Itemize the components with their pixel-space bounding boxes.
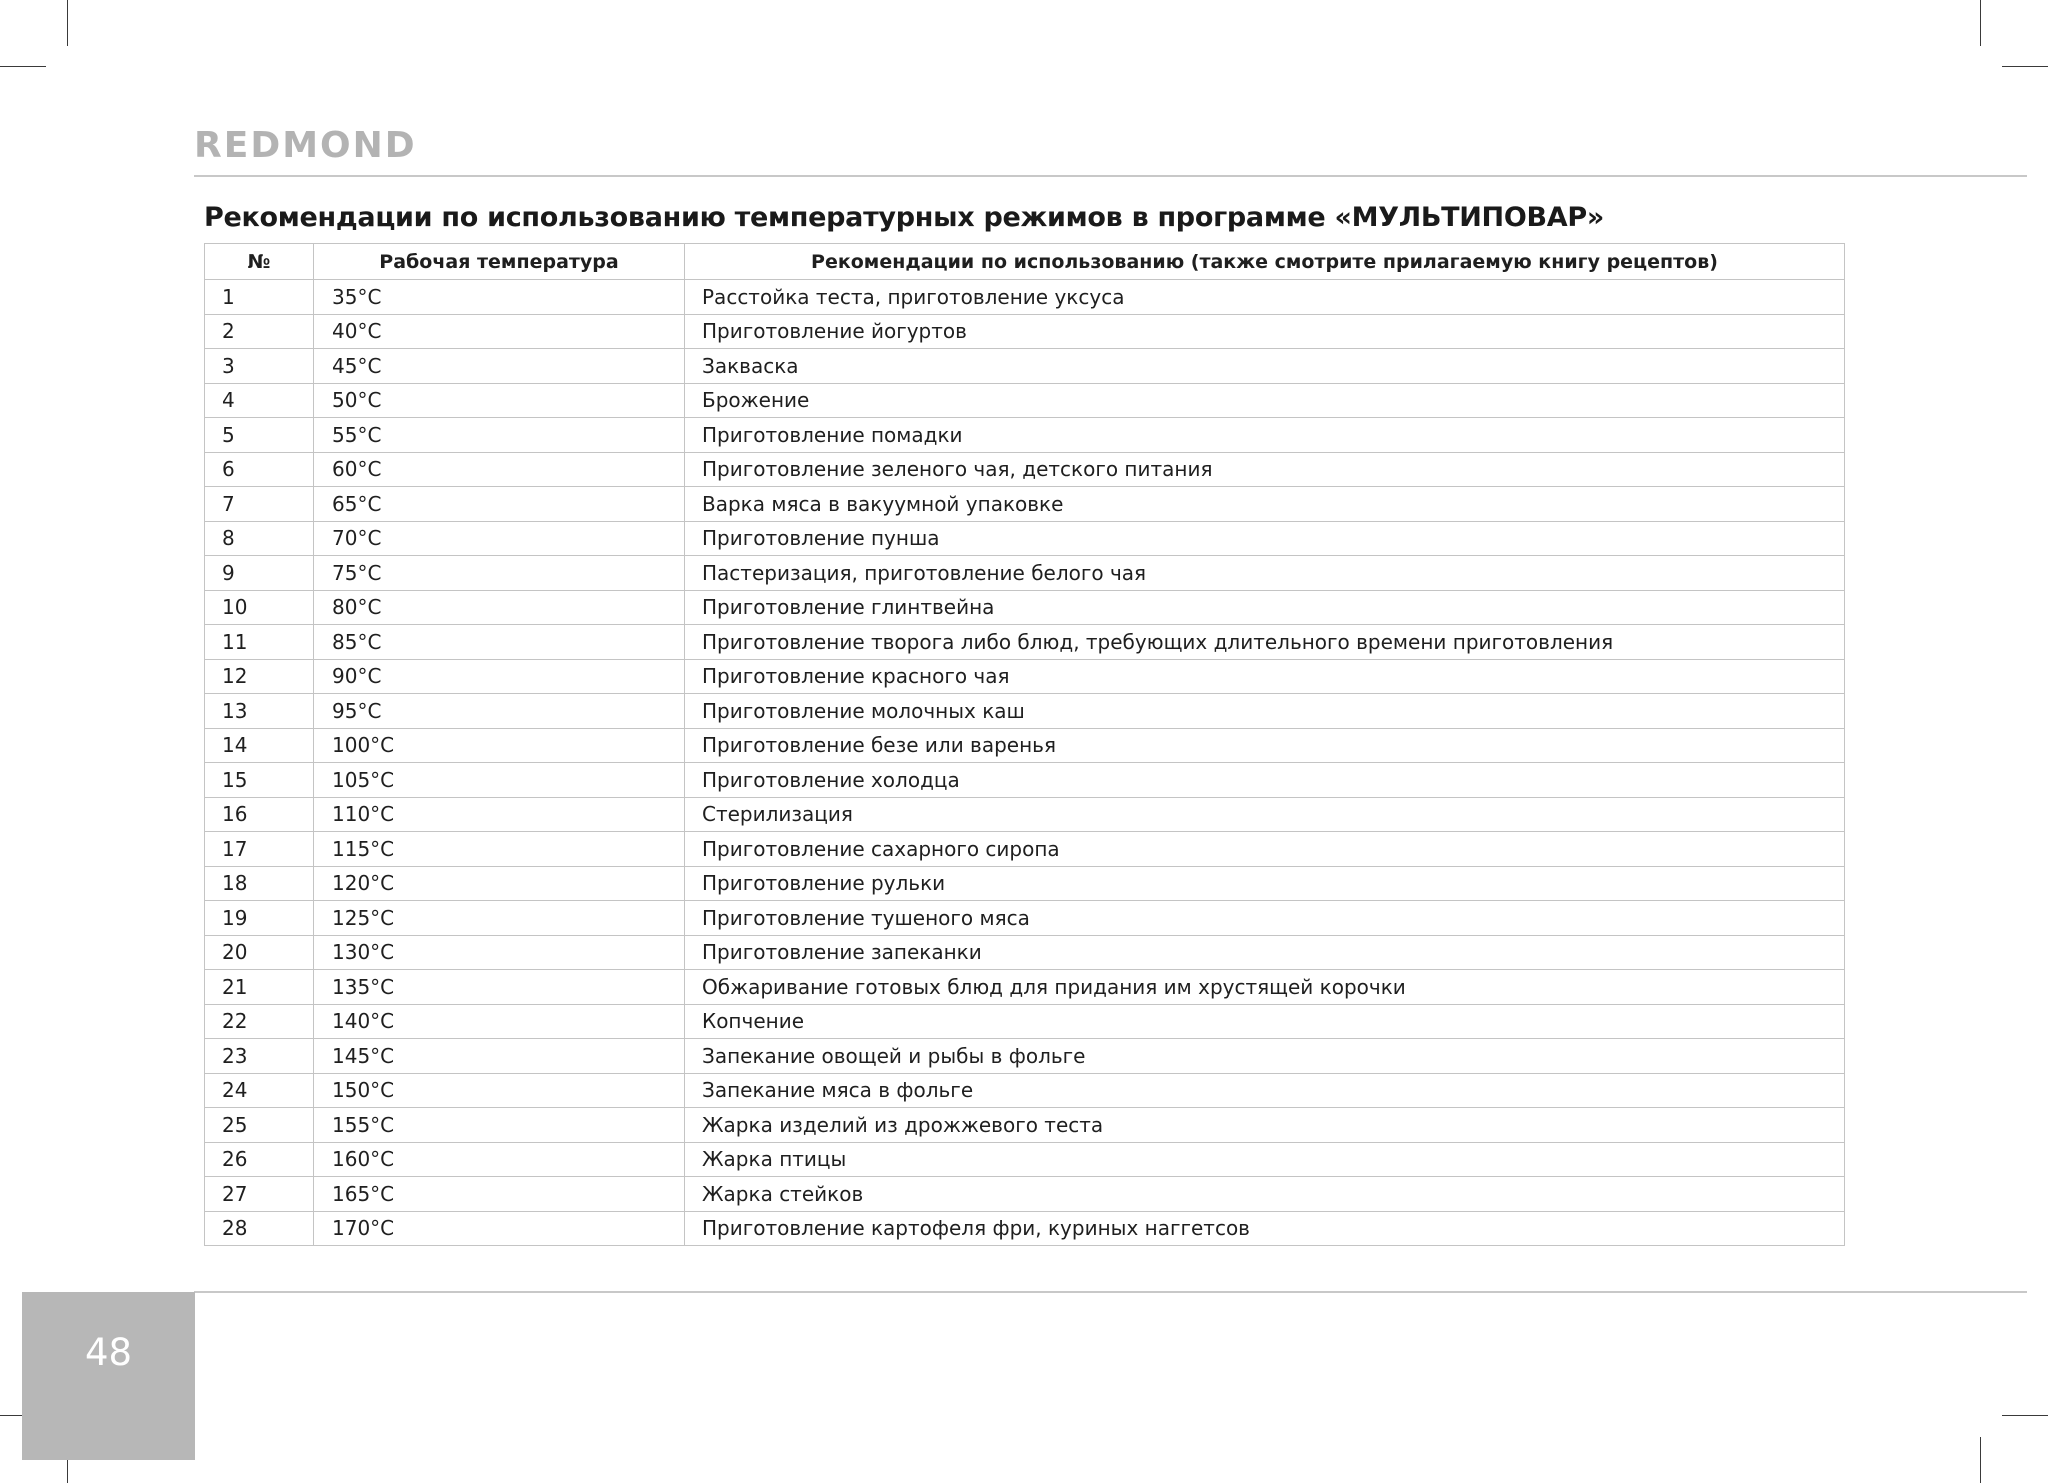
row-temperature: 145°C: [314, 1039, 685, 1074]
row-temperature: 140°C: [314, 1004, 685, 1039]
row-temperature: 160°C: [314, 1142, 685, 1177]
row-recommendation: Жарка изделий из дрожжевого теста: [685, 1108, 1845, 1143]
row-number: 20: [205, 935, 314, 970]
header-number: №: [205, 244, 314, 280]
row-recommendation: Варка мяса в вакуумной упаковке: [685, 487, 1845, 522]
table-row: [205, 935, 1845, 970]
row-number: 8: [205, 521, 314, 556]
row-temperature: 85°C: [314, 625, 685, 660]
table-row: [205, 556, 1845, 591]
brand-logo: REDMOND: [194, 125, 417, 166]
page-title: Рекомендации по использованию температурных режимов в программе «МУЛЬТИПОВАР»: [204, 202, 1604, 233]
crop-mark: [0, 66, 46, 67]
row-number: 22: [205, 1004, 314, 1039]
row-temperature: 70°C: [314, 521, 685, 556]
table-row: [205, 314, 1845, 349]
header-temperature: Рабочая температура: [314, 244, 685, 280]
row-temperature: 45°C: [314, 349, 685, 384]
crop-mark: [2002, 1415, 2048, 1416]
row-recommendation: Приготовление запеканки: [685, 935, 1845, 970]
page-number: 48: [84, 1331, 133, 1374]
row-recommendation: Приготовление безе или варенья: [685, 728, 1845, 763]
row-recommendation: Приготовление рульки: [685, 866, 1845, 901]
row-recommendation: Пастеризация, приготовление белого чая: [685, 556, 1845, 591]
header-rule: [194, 175, 2027, 177]
row-number: 18: [205, 866, 314, 901]
row-temperature: 35°C: [314, 280, 685, 315]
table-row: [205, 728, 1845, 763]
crop-mark: [67, 0, 68, 46]
table-row: [205, 659, 1845, 694]
row-temperature: 40°C: [314, 314, 685, 349]
table-header-row: [205, 244, 1845, 280]
row-recommendation: Копчение: [685, 1004, 1845, 1039]
table-row: [205, 280, 1845, 315]
table-row: [205, 521, 1845, 556]
row-recommendation: Приготовление сахарного сиропа: [685, 832, 1845, 867]
crop-mark: [2002, 66, 2048, 67]
row-recommendation: Стерилизация: [685, 797, 1845, 832]
row-recommendation: Брожение: [685, 383, 1845, 418]
row-recommendation: Приготовление глинтвейна: [685, 590, 1845, 625]
table-row: [205, 590, 1845, 625]
row-temperature: 55°C: [314, 418, 685, 453]
row-recommendation: Приготовление зеленого чая, детского питания: [685, 452, 1845, 487]
row-temperature: 95°C: [314, 694, 685, 729]
row-recommendation: Приготовление пунша: [685, 521, 1845, 556]
row-recommendation: Приготовление помадки: [685, 418, 1845, 453]
row-number: 19: [205, 901, 314, 936]
table-row: [205, 694, 1845, 729]
row-number: 12: [205, 659, 314, 694]
row-number: 26: [205, 1142, 314, 1177]
row-recommendation: Приготовление молочных каш: [685, 694, 1845, 729]
row-temperature: 115°C: [314, 832, 685, 867]
table-row: [205, 1211, 1845, 1246]
row-number: 10: [205, 590, 314, 625]
row-recommendation: Расстойка теста, приготовление уксуса: [685, 280, 1845, 315]
table-row: [205, 383, 1845, 418]
row-temperature: 155°C: [314, 1108, 685, 1143]
row-number: 21: [205, 970, 314, 1005]
row-number: 6: [205, 452, 314, 487]
row-number: 27: [205, 1177, 314, 1212]
row-number: 13: [205, 694, 314, 729]
row-recommendation: Запекание мяса в фольге: [685, 1073, 1845, 1108]
row-recommendation: Приготовление холодца: [685, 763, 1845, 798]
header-recommendation: Рекомендации по использованию (также смотрите прилагаемую книгу рецептов): [685, 244, 1845, 280]
table-row: [205, 866, 1845, 901]
row-recommendation: Приготовление картофеля фри, куриных наггетсов: [685, 1211, 1845, 1246]
crop-mark: [1980, 1437, 1981, 1483]
row-temperature: 170°C: [314, 1211, 685, 1246]
table-row: [205, 625, 1845, 660]
page-number-box: [22, 1292, 195, 1460]
row-number: 7: [205, 487, 314, 522]
row-number: 2: [205, 314, 314, 349]
row-recommendation: Жарка стейков: [685, 1177, 1845, 1212]
table-row: [205, 349, 1845, 384]
row-number: 17: [205, 832, 314, 867]
row-number: 15: [205, 763, 314, 798]
row-temperature: 80°C: [314, 590, 685, 625]
row-temperature: 105°C: [314, 763, 685, 798]
table-row: [205, 452, 1845, 487]
row-recommendation: Приготовление творога либо блюд, требующих длительного времени приготовления: [685, 625, 1845, 660]
footer-rule: [194, 1291, 2027, 1293]
row-temperature: 130°C: [314, 935, 685, 970]
row-number: 14: [205, 728, 314, 763]
row-number: 4: [205, 383, 314, 418]
row-temperature: 100°C: [314, 728, 685, 763]
table-row: [205, 1073, 1845, 1108]
table-row: [205, 1177, 1845, 1212]
row-temperature: 90°C: [314, 659, 685, 694]
row-temperature: 120°C: [314, 866, 685, 901]
table-row: [205, 797, 1845, 832]
table-row: [205, 763, 1845, 798]
row-recommendation: Приготовление красного чая: [685, 659, 1845, 694]
table-row: [205, 832, 1845, 867]
row-number: 3: [205, 349, 314, 384]
table-row: [205, 418, 1845, 453]
row-temperature: 75°C: [314, 556, 685, 591]
row-temperature: 125°C: [314, 901, 685, 936]
table-row: [205, 1142, 1845, 1177]
table-row: [205, 1039, 1845, 1074]
row-recommendation: Закваска: [685, 349, 1845, 384]
temperature-table: [204, 243, 1845, 1246]
row-temperature: 150°C: [314, 1073, 685, 1108]
row-temperature: 135°C: [314, 970, 685, 1005]
row-number: 11: [205, 625, 314, 660]
table-row: [205, 970, 1845, 1005]
table-row: [205, 901, 1845, 936]
row-recommendation: Обжаривание готовых блюд для придания им хрустящей корочки: [685, 970, 1845, 1005]
table-row: [205, 1004, 1845, 1039]
row-number: 23: [205, 1039, 314, 1074]
row-number: 1: [205, 280, 314, 315]
crop-mark: [1980, 0, 1981, 46]
row-temperature: 50°C: [314, 383, 685, 418]
row-temperature: 65°C: [314, 487, 685, 522]
row-recommendation: Приготовление йогуртов: [685, 314, 1845, 349]
row-recommendation: Запекание овощей и рыбы в фольге: [685, 1039, 1845, 1074]
row-number: 9: [205, 556, 314, 591]
row-temperature: 165°C: [314, 1177, 685, 1212]
row-number: 5: [205, 418, 314, 453]
row-number: 24: [205, 1073, 314, 1108]
row-recommendation: Приготовление тушеного мяса: [685, 901, 1845, 936]
row-temperature: 60°C: [314, 452, 685, 487]
table-row: [205, 1108, 1845, 1143]
row-number: 16: [205, 797, 314, 832]
row-recommendation: Жарка птицы: [685, 1142, 1845, 1177]
row-temperature: 110°C: [314, 797, 685, 832]
row-number: 28: [205, 1211, 314, 1246]
row-number: 25: [205, 1108, 314, 1143]
table-row: [205, 487, 1845, 522]
